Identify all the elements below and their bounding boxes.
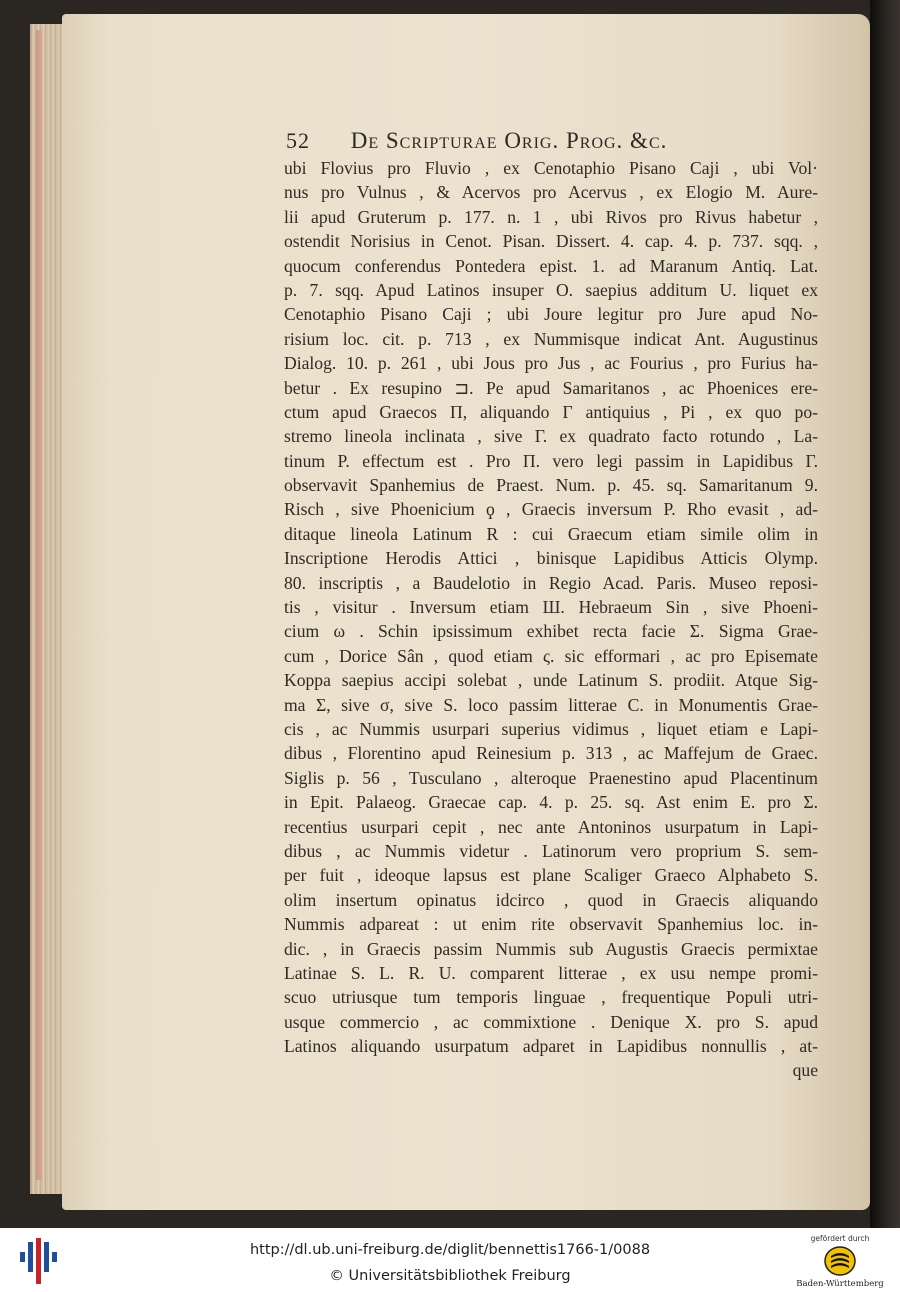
- text-line: Latinos aliquando usurpatum adparet in Lapidibus nonnullis , at-: [284, 1036, 818, 1057]
- text-line: per fuit , ideoque lapsus est plane Scaliger Graeco Alphabeto S.: [284, 865, 818, 886]
- text-line: ctum apud Graecos Π, aliquando Γ antiquius , Pi , ex quo po-: [284, 401, 818, 422]
- text-line: nus pro Vulnus , & Acervos pro Acervus , ex Elogio M. Aure-: [284, 182, 818, 203]
- text-line: ubi Flovius pro Fluvio , ex Cenotaphio Pisano Caji , ubi Vol·: [284, 158, 818, 178]
- text-line: 80. inscriptis , a Baudelotio in Regio Acad. Paris. Museo reposi-: [284, 572, 818, 593]
- text-line: quocum conferendus Pontedera epist. 1. ad Maranum Antiq. Lat.: [284, 255, 818, 276]
- text-line: risium loc. cit. p. 713 , ex Nummisque indicat Ant. Augustinus: [284, 328, 818, 349]
- text-line: lii apud Gruterum p. 177. n. 1 , ubi Rivos pro Rivus habetur ,: [284, 206, 818, 227]
- text-line: Latinae S. L. R. U. comparent litterae , ex usu nempe promi-: [284, 962, 818, 983]
- text-line: tis , visitur . Inversum etiam Ш. Hebraeum Sin , sive Phoeni-: [284, 597, 818, 618]
- text-line: recentius usurpari cepit , nec ante Antoninos usurpatum in Lapi-: [284, 816, 818, 837]
- sponsor-name: Baden-Württemberg: [796, 1279, 884, 1289]
- text-line: p. 7. sqq. Apud Latinos insuper O. saepius additum U. liquet ex: [284, 279, 818, 300]
- text-line: Siglis p. 56 , Tusculano , alteroque Praenestino apud Placentinum: [284, 767, 818, 788]
- text-line: stremo lineola inclinata , sive Γ. ex quadrato facto rotundo , La-: [284, 426, 818, 447]
- text-line: ditaque lineola Latinum R : cui Graecum etiam simile olim in: [284, 523, 818, 544]
- viewer-footer: [0, 1228, 900, 1292]
- permalink-url[interactable]: http://dl.ub.uni-freiburg.de/diglit/bennettis1766-1/0088: [249, 1242, 651, 1258]
- text-line: olim insertum opinatus idcirco , quod in Graecis aliquando: [284, 889, 818, 910]
- book-gutter: [870, 0, 900, 1228]
- body-text: [284, 156, 818, 1083]
- text-line: scuo utriusque tum temporis linguae , frequentique Populi utri-: [284, 987, 818, 1008]
- text-line: betur . Ex resupino ⊐. Pe apud Samaritanos , ac Phoenices ere-: [284, 377, 818, 398]
- running-head: De Scripturae Orig. Prog. &c.: [350, 128, 668, 153]
- page-header: [286, 128, 826, 154]
- text-line: Dialog. 10. p. 261 , ubi Jous pro Jus , ac Fourius , pro Furius ha-: [284, 353, 818, 374]
- text-line: in Epit. Palaeog. Graecae cap. 4. p. 25. sq. Ast enim Ε. pro Σ.: [284, 792, 818, 813]
- text-line: Nummis adpareat : ut enim rite observavit Spanhemius loc. in-: [284, 914, 818, 935]
- sponsor-logo: [790, 1234, 890, 1290]
- text-line: ostendit Norisius in Cenot. Pisan. Dissert. 4. cap. 4. p. 737. sqq. ,: [284, 231, 818, 252]
- text-line: Inscriptione Herodis Attici , binisque Lapidibus Atticis Olymp.: [284, 548, 818, 569]
- text-line: Risch , sive Phoenicium ϙ , Graecis inversum P. Rho evasit , ad-: [284, 499, 818, 520]
- red-page-edge: [36, 30, 42, 1180]
- text-line: cum , Dorice Sân , quod etiam ς. sic efformari , ac pro Episemate: [284, 645, 818, 666]
- text-line: Cenotaphio Pisano Caji ; ubi Joure legitur pro Jure apud No-: [284, 304, 818, 325]
- text-line: Koppa saepius accipi solebat , unde Latinum S. prodiit. Atque Sig-: [284, 670, 818, 691]
- text-line: dic. , in Graecis passim Nummis sub Augustis Graecis permixtae: [284, 938, 818, 959]
- text-line: usque commercio , ac commixtione . Denique X. pro S. apud: [284, 1011, 818, 1032]
- text-line: dibus , Florentino apud Reinesium p. 313 , ac Maffejum de Graec.: [284, 743, 818, 764]
- text-line: dibus , ac Nummis videtur . Latinorum vero proprium S. sem-: [284, 840, 818, 861]
- text-line: tinum P. effectum est . Pro Π. vero legi passim in Lapidibus Γ.: [284, 450, 818, 471]
- sponsor-label: gefördert durch: [810, 1234, 870, 1243]
- copyright-text: © Universitätsbibliothek Freiburg: [329, 1268, 571, 1284]
- baden-wuerttemberg-emblem-icon: [824, 1245, 856, 1277]
- text-line: cis , ac Nummis usurpari superius vidimus , liquet etiam e Lapi-: [284, 718, 818, 739]
- text-line: ma Σ, sive σ, sive S. loco passim litterae C. in Monumentis Grae-: [284, 694, 818, 715]
- page-number: 52: [286, 128, 310, 153]
- text-line: cium ω . Schin ipsissimum exhibet recta facie Σ. Sigma Grae-: [284, 621, 818, 642]
- text-line: observavit Spanhemius de Praest. Num. p. 45. sq. Samaritanum 9.: [284, 475, 818, 496]
- text-line: que: [792, 1060, 818, 1081]
